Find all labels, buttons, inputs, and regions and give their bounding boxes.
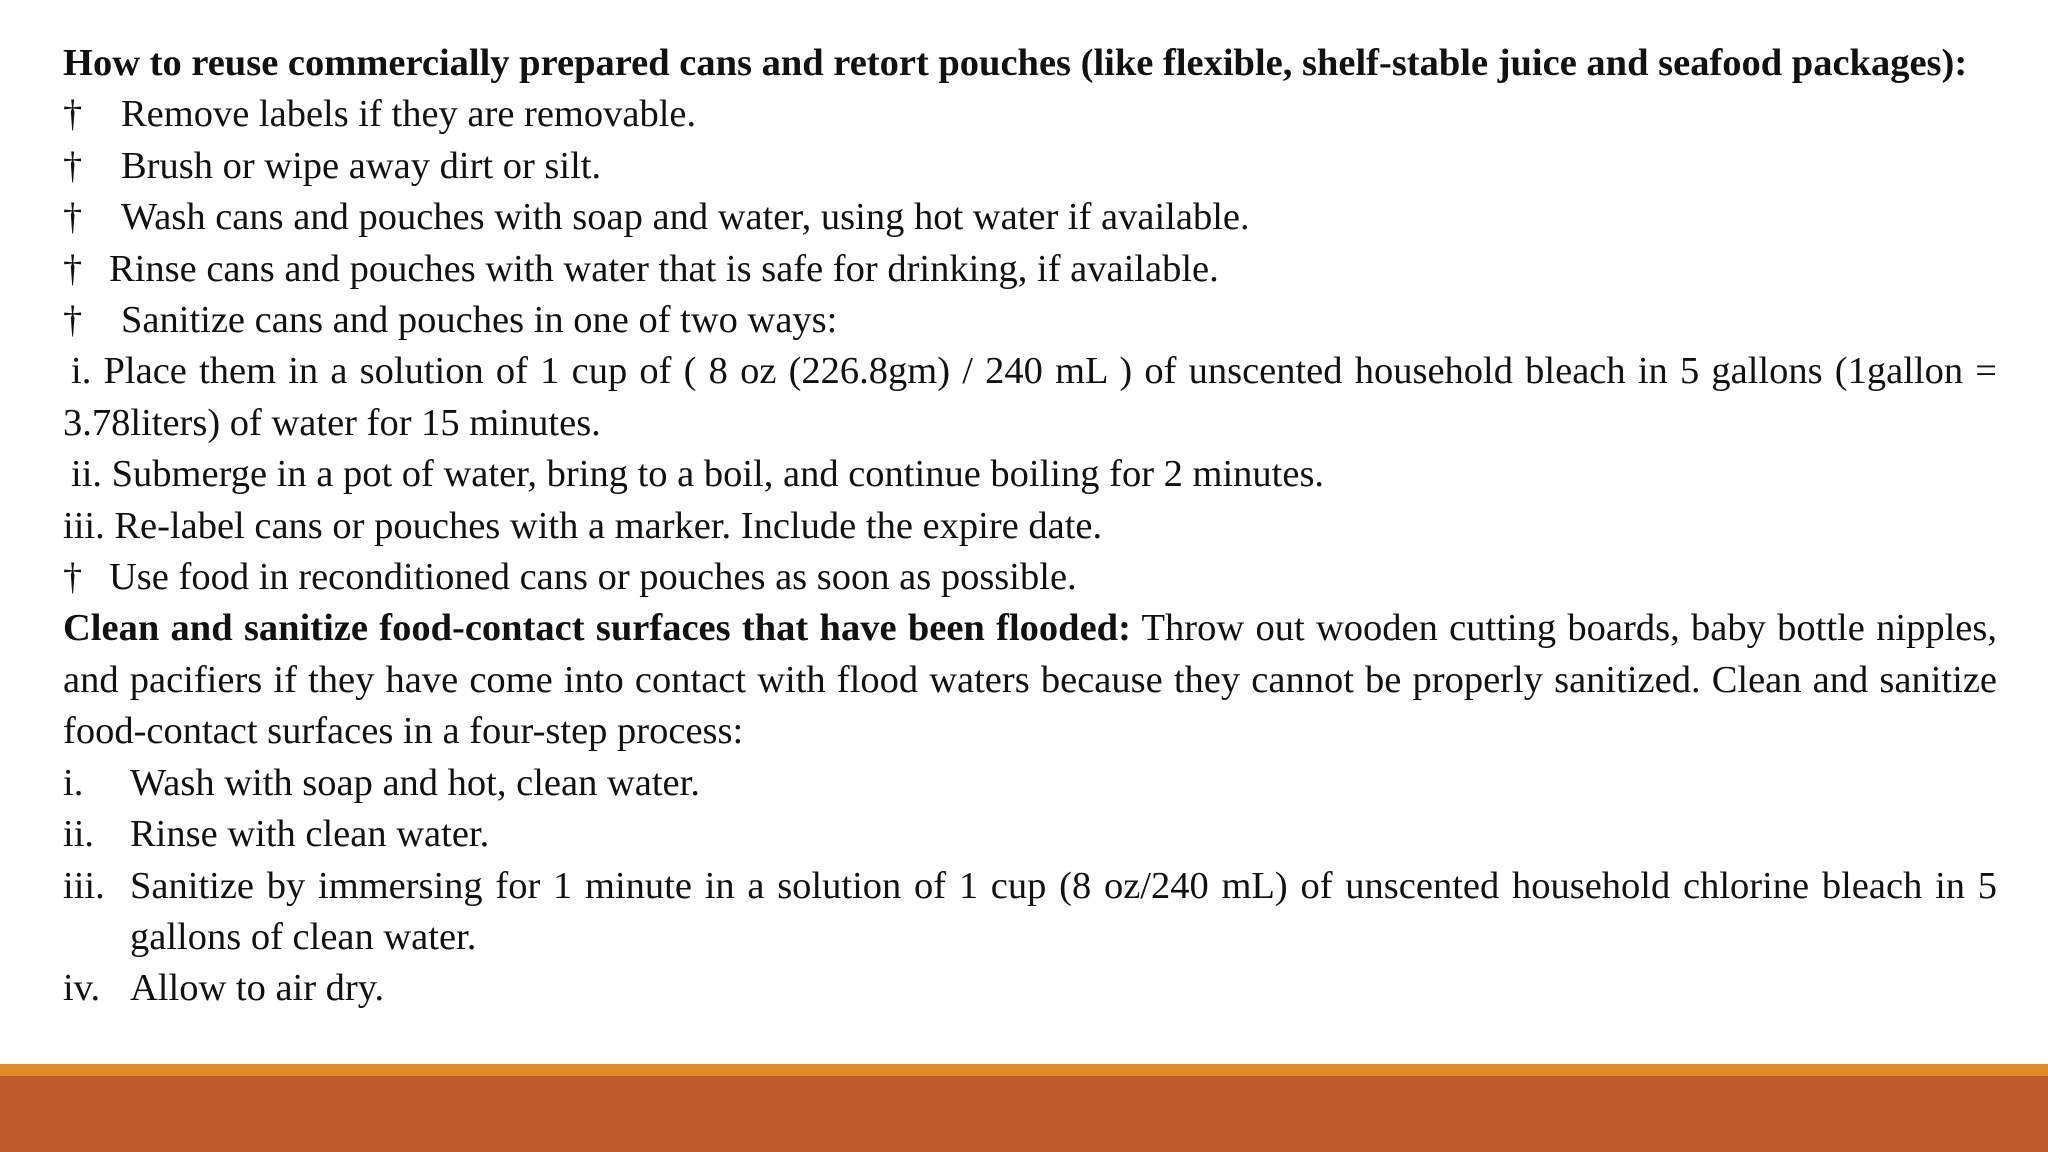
surface-step-1-number: i. xyxy=(63,761,84,804)
reuse-step-2 xyxy=(63,141,1997,192)
reuse-step-4-text: Rinse cans and pouches with water that is safe for drinking, if available. xyxy=(109,247,1219,290)
surface-step-1-text: Wash with soap and hot, clean water. xyxy=(130,761,700,804)
dagger-bullet-icon: † xyxy=(63,556,83,599)
surfaces-paragraph xyxy=(63,603,1997,757)
footer-accent-line xyxy=(0,1064,2048,1076)
reuse-step-5-text: Sanitize cans and pouches in one of two ways: xyxy=(121,299,838,342)
reuse-step-1 xyxy=(63,89,1997,140)
surface-step-2-number: ii. xyxy=(63,813,95,856)
final-step-text: Use food in reconditioned cans or pouches as soon as possible. xyxy=(109,556,1077,599)
final-step xyxy=(63,552,1997,603)
sanitize-option-ii: ii. Submerge in a pot of water, bring to a boil, and continue boiling for 2 minutes. xyxy=(71,453,1325,496)
surface-step-1 xyxy=(63,758,1997,809)
surface-step-2 xyxy=(63,809,1997,860)
reuse-step-1-text: Remove labels if they are removable. xyxy=(121,93,697,136)
dagger-bullet-icon: † xyxy=(63,299,83,342)
dagger-bullet-icon: † xyxy=(63,196,83,239)
reuse-step-3 xyxy=(63,192,1997,243)
surface-step-2-text: Rinse with clean water. xyxy=(130,813,490,856)
reuse-step-2-text: Brush or wipe away dirt or silt. xyxy=(121,144,602,187)
dagger-bullet-icon: † xyxy=(63,93,83,136)
surfaces-lead: Clean and sanitize food-contact surfaces that have been flooded: xyxy=(63,607,1131,650)
reuse-heading: How to reuse commercially prepared cans and retort pouches (like flexible, shelf-stable juice and seafood packages): xyxy=(63,42,1968,84)
reuse-step-4 xyxy=(63,244,1997,295)
dagger-bullet-icon: † xyxy=(63,247,83,290)
surface-step-3-text: Sanitize by immersing for 1 minute in a solution of 1 cup (8 oz/240 mL) of unscented household chlorine bleach in 5 gallons of clean water. xyxy=(130,864,1997,958)
dagger-bullet-icon: † xyxy=(63,144,83,187)
sanitize-option-iii: iii. Re-label cans or pouches with a marker. Include the expire date. xyxy=(63,504,1103,547)
reuse-step-5 xyxy=(63,295,1997,346)
surface-step-4 xyxy=(63,963,1997,1014)
surfaces-body: Throw out wooden cutting boards, baby bottle nipples, and pacifiers if they have come into contact with flood waters because they cannot be properly sanitized. Clean and sanitize food-contact surfaces in a four-step process: xyxy=(63,607,1997,753)
footer-bar xyxy=(0,1076,2048,1152)
surface-step-3-number: iii. xyxy=(63,864,105,907)
slide-content xyxy=(63,38,1997,1015)
surface-step-4-number: iv. xyxy=(63,967,101,1010)
surface-step-4-text: Allow to air dry. xyxy=(130,967,385,1010)
reuse-step-3-text: Wash cans and pouches with soap and water, using hot water if available. xyxy=(121,196,1250,239)
sanitize-option-i: i. Place them in a solution of 1 cup of ( 8 oz (226.8gm) / 240 mL ) of unscented household bleach in 5 gallons (1gallon = 3.78liters) of water for 15 minutes. xyxy=(63,350,1997,444)
surface-step-3 xyxy=(63,861,1997,964)
